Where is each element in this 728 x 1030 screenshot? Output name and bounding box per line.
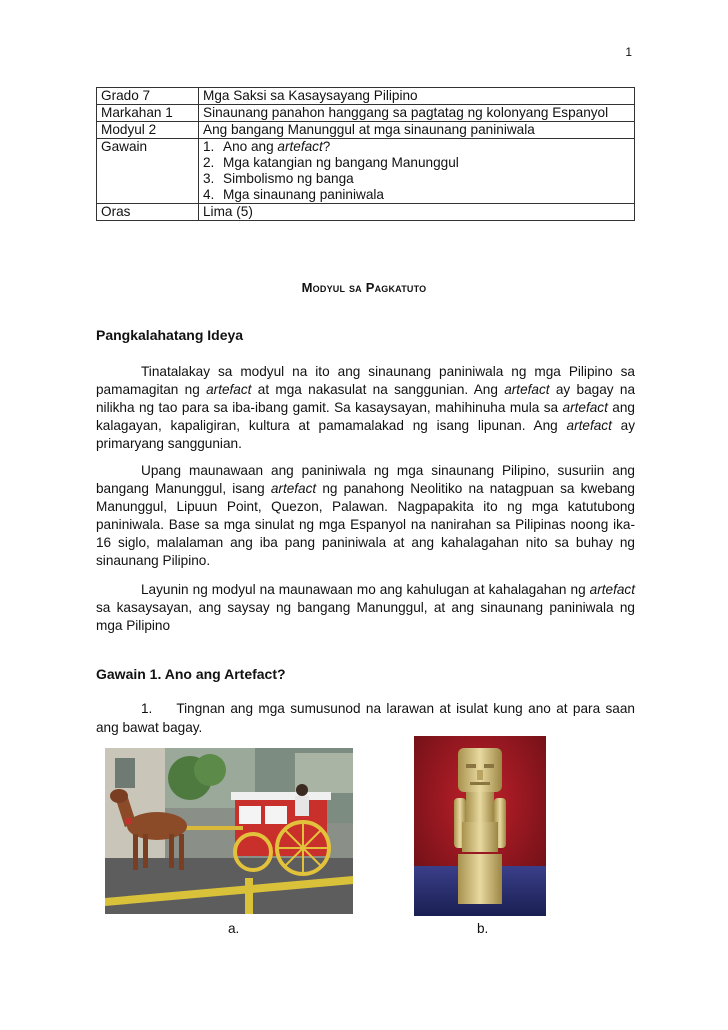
row-label: Markahan 1 bbox=[97, 105, 199, 122]
caption-a: a. bbox=[228, 921, 240, 936]
module-title-text: Modyul sa Pagkatuto bbox=[301, 280, 427, 295]
list-text: Mga katangian ng bangang Manunggul bbox=[223, 155, 459, 170]
table-row bbox=[97, 122, 635, 139]
list-item bbox=[203, 187, 630, 203]
table-row bbox=[97, 88, 635, 105]
caption-b: b. bbox=[477, 921, 489, 936]
table-row bbox=[97, 105, 635, 122]
section-heading-activity-1: Gawain 1. Ano ang Artefact? bbox=[96, 666, 286, 682]
module-info-table bbox=[96, 87, 635, 221]
row-value: Ang bangang Manunggul at mga sinaunang paniniwala bbox=[199, 122, 635, 139]
instruction-text: Tingnan ang mga sumusunod na larawan at isulat kung ano at para saan ang bawat bagay. bbox=[96, 701, 635, 735]
list-number: 2. bbox=[203, 155, 215, 170]
paragraph-1: Tinatalakay sa modyul na ito ang sinaunang paniniwala ng mga Pilipino sa pamamagitan ng artefact at mga nakasulat na sanggunian. Ang artefact ay bagay na nilikha ng tao para sa iba-ibang gamit. Sa kasaysayan, mahihinuha mula sa artefact ang kalagayan, kapaligiran, kultura at pamamalakad ng isang lipunan. Ang artefact ay primaryang sanggunian. bbox=[96, 364, 635, 451]
row-label: Grado 7 bbox=[97, 88, 199, 105]
list-item bbox=[203, 139, 630, 155]
list-text: Simbolismo ng banga bbox=[223, 171, 354, 186]
row-value: Mga Saksi sa Kasaysayang Pilipino bbox=[199, 88, 635, 105]
page-number: 1 bbox=[625, 45, 632, 59]
module-title bbox=[0, 279, 728, 296]
row-label: Modyul 2 bbox=[97, 122, 199, 139]
bulul-figure-photo bbox=[414, 736, 546, 916]
row-value bbox=[199, 139, 635, 204]
row-label: Gawain bbox=[97, 139, 199, 204]
row-label: Oras bbox=[97, 204, 199, 221]
list-text: ? bbox=[322, 139, 331, 154]
list-text-italic: artefact bbox=[277, 139, 323, 154]
list-item bbox=[203, 155, 630, 171]
paragraph-3: Layunin ng modyul na maunawaan mo ang kahulugan at kahalagahan ng artefact sa kasaysayan, ang saysay ng bangang Manunggul, at ang sinaunang paniniwala ng mga Pilipino bbox=[96, 582, 635, 633]
kalesa-illustration bbox=[105, 748, 353, 914]
bulul-illustration bbox=[414, 736, 546, 916]
kalesa-horse-carriage-photo bbox=[105, 748, 353, 914]
list-number: 4. bbox=[203, 187, 215, 202]
table-row bbox=[97, 204, 635, 221]
section-heading-overview: Pangkalahatang Ideya bbox=[96, 327, 244, 343]
list-item bbox=[203, 171, 630, 187]
list-text: Mga sinaunang paniniwala bbox=[223, 187, 384, 202]
list-number: 3. bbox=[203, 171, 215, 186]
table-row bbox=[97, 139, 635, 204]
row-value: Lima (5) bbox=[199, 204, 635, 221]
row-value: Sinaunang panahon hanggang sa pagtatag ng kolonyang Espanyol bbox=[199, 105, 635, 122]
list-number: 1. bbox=[203, 139, 215, 154]
paragraph-2: Upang maunawaan ang paniniwala ng mga sinaunang Pilipino, susuriin ang bangang Manunggul, isang artefact ng panahong Neolitiko na natagpuan sa kwebang Manunggul, Lipuun Point, Quezon, Palawan. Nagpapakita ito ng mga katutubong paniniwala. Base sa mga sinulat ng mga Espanyol na nanirahan sa Pilipinas noong ika-16 siglo, malalaman ang iba pang paniniwala at ang kahalagahan nito sa buhay ng sinaunang Pilipino. bbox=[96, 463, 635, 568]
instruction-number: 1. bbox=[141, 701, 153, 716]
activity-instruction bbox=[96, 699, 635, 737]
activity-list bbox=[203, 139, 630, 203]
list-text: Ano ang bbox=[223, 139, 278, 154]
